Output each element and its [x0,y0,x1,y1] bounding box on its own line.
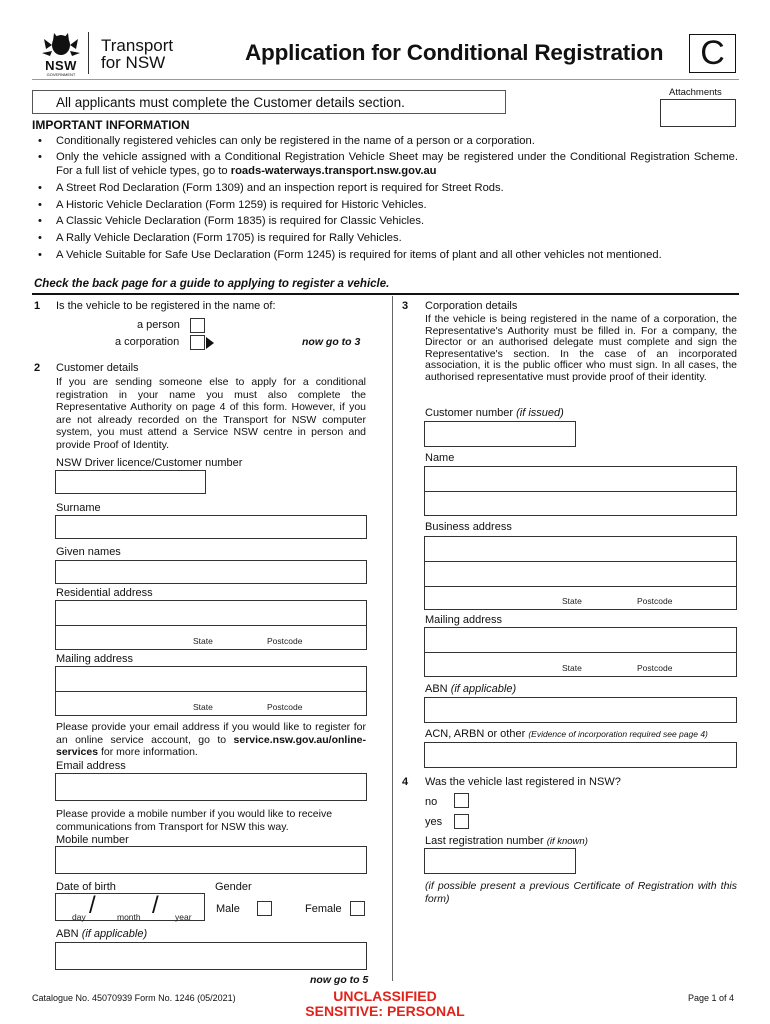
section-1-number: 1 [34,300,41,312]
nsw-logo [40,31,82,75]
form-title: Application for Conditional Registration [245,40,664,65]
yes-label: yes [425,816,443,828]
month-label: month [117,912,141,922]
mailing-address-input[interactable] [55,666,367,716]
corp-abn-input[interactable] [424,697,737,723]
gender-label: Gender [215,881,252,893]
list-item: • Only the vehicle assigned with a Conditional Registration Vehicle Sheet may be registered under the Conditional Registration Scheme. For a full list of vehicle types, go to roads-waterways.transport.nsw.gov.au [38,150,738,178]
residential-address-label: Residential address [56,587,153,599]
back-page-note: Check the back page for a guide to applying to register a vehicle. [34,278,390,290]
no-checkbox[interactable] [454,793,469,808]
list-item: • A Vehicle Suitable for Safe Use Declaration (Form 1245) is required for items of plant and all other vehicles not mentioned. [38,247,738,264]
postcode-label: Postcode [637,596,673,606]
online-services-link[interactable]: service.nsw.gov.au/online-services [56,733,366,759]
list-item: • Conditionally registered vehicles can only be registered in the name of a person or a corporation. [38,133,738,150]
corp-abn-label: ABN (if applicable) [425,683,517,695]
attachments-box[interactable] [660,99,736,127]
postcode-label: Postcode [267,636,303,646]
postcode-label: Postcode [637,663,673,673]
mobile-intro: Please provide a mobile number if you would like to receive communications from Transport for NSW this way. [56,808,333,833]
list-item: • A Classic Vehicle Declaration (Form 1835) is required for Classic Vehicles. [38,213,738,230]
section-4-note: (if possible present a previous Certificate of Registration with this form) [425,880,737,905]
male-checkbox[interactable] [257,901,272,916]
person-checkbox[interactable] [190,318,205,333]
year-label: year [175,912,192,922]
notice-box [32,90,506,114]
corp-mailing-label: Mailing address [425,614,503,626]
email-label: Email address [56,760,126,772]
last-reg-label: Last registration number (if known) [425,835,588,847]
mobile-input[interactable] [55,846,367,874]
acn-input[interactable] [424,742,737,768]
state-label: State [193,702,213,712]
business-address-input[interactable] [424,536,737,610]
last-reg-input[interactable] [424,848,576,874]
important-heading: IMPORTANT INFORMATION [32,118,190,132]
corp-name-input[interactable] [424,466,737,516]
date-separator: / [89,892,96,919]
section-2-number: 2 [34,362,41,374]
yes-checkbox[interactable] [454,814,469,829]
email-intro: Please provide your email address if you would like to register for an online service account, go to service.nsw.gov.au/online-services for more information. [56,721,366,759]
arrow-right-icon [206,337,214,349]
male-label: Male [216,903,240,915]
option-person-label: a person [137,319,180,331]
logo-text: NSW [45,58,77,73]
logo-subtext: GOVERNMENT [46,72,76,77]
catalogue-number: Catalogue No. 45070939 Form No. 1246 (05/2021) [32,993,236,1003]
business-address-label: Business address [425,521,512,533]
section-1-question: Is the vehicle to be registered in the name of: [56,300,276,312]
mailing-address-label: Mailing address [56,653,134,665]
classification-marking: UNCLASSIFIED SENSITIVE: PERSONAL [305,988,465,1019]
customer-number-label: Customer number (if issued) [425,407,564,419]
option-corporation-label: a corporation [115,336,180,348]
customer-number-input[interactable] [424,421,576,447]
state-label: State [193,636,213,646]
acn-label: ACN, ARBN or other (Evidence of incorporation required see page 4) [425,728,708,740]
dob-input[interactable] [55,893,205,921]
column-divider [392,296,393,981]
logo-divider [88,32,89,74]
dob-label: Date of birth [56,881,116,893]
residential-address-input[interactable] [55,600,367,650]
corporation-checkbox[interactable] [190,335,205,350]
brand-name: Transport for NSW [101,36,174,72]
important-list [38,133,738,264]
state-label: State [562,596,582,606]
section-4-question: Was the vehicle last registered in NSW? [425,776,621,788]
section-2-goto: now go to 5 [310,974,369,986]
notice-text: All applicants must complete the Customer details section. [56,95,405,110]
surname-input[interactable] [55,515,367,539]
mobile-label: Mobile number [56,834,129,846]
vehicle-types-link[interactable]: roads-waterways.transport.nsw.gov.au [230,164,437,177]
section-1-goto: now go to 3 [302,336,361,348]
list-item: • A Street Rod Declaration (Form 1309) and an inspection report is required for Street Rods. [38,180,738,197]
page-number: Page 1 of 4 [688,993,735,1003]
form-letter-box: C [689,34,736,73]
female-label: Female [305,903,342,915]
email-input[interactable] [55,773,367,801]
list-item: • A Rally Vehicle Declaration (Form 1705) is required for Rally Vehicles. [38,230,738,247]
female-checkbox[interactable] [350,901,365,916]
licence-label: NSW Driver licence/Customer number [56,457,243,469]
section-3-intro: If the vehicle is being registered in the name of a corporation, the Representative's Authority must be filled in. For a company, the Director or an authorised delegate must complete and sign the Representative's section. In the case of an incorporated association, it is the public officer who must sign. In all cases, the authorised representative must provide proof of their identity. [425,313,737,383]
section-rule [32,293,739,295]
section-3-heading: Corporation details [425,300,518,312]
given-names-input[interactable] [55,560,367,584]
corp-name-label: Name [425,452,455,464]
date-separator: / [152,892,159,919]
section-2-heading: Customer details [56,362,139,374]
postcode-label: Postcode [267,702,303,712]
given-names-label: Given names [56,546,121,558]
section-4-number: 4 [402,776,409,788]
corp-mailing-input[interactable] [424,627,737,677]
section-3-number: 3 [402,300,409,312]
header-rule [32,79,739,80]
section-2-intro: If you are sending someone else to apply for a conditional registration in your name you must also complete the Representative Authority on page 4 of this form. However, if you are not already recorded on the Transport for NSW computer system, you must attend a Service NSW centre in person and provide Proof of Identity. [56,376,366,451]
attachments-label: Attachments [669,87,722,98]
waratah-icon [40,31,82,57]
licence-input[interactable] [55,470,206,494]
no-label: no [425,796,438,808]
abn-input[interactable] [55,942,367,970]
surname-label: Surname [56,502,101,514]
day-label: day [72,912,86,922]
abn-label: ABN (if applicable) [56,928,148,940]
list-item: • A Historic Vehicle Declaration (Form 1259) is required for Historic Vehicles. [38,197,738,214]
state-label: State [562,663,582,673]
